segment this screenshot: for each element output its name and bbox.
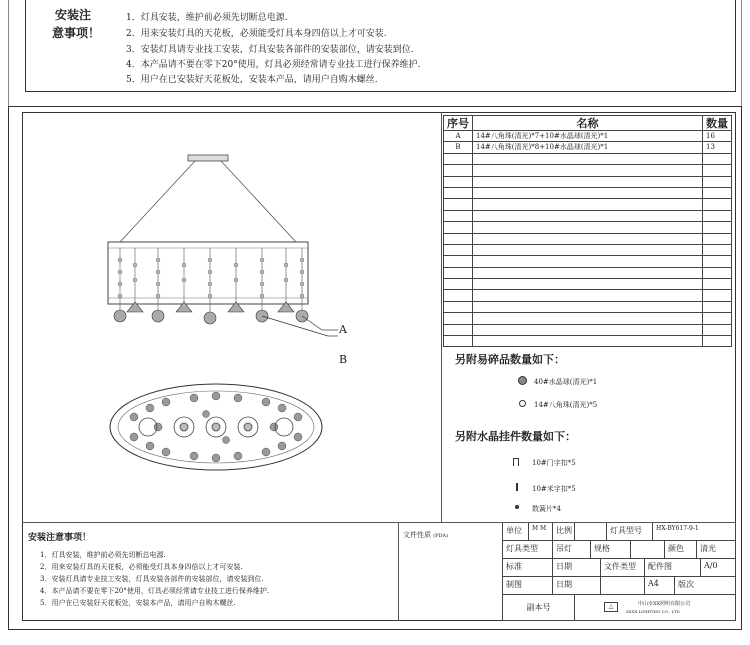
table-row	[444, 256, 732, 267]
row-a-qty: 16	[703, 131, 732, 142]
draw-label: 制图	[503, 577, 553, 595]
table-row	[444, 336, 732, 347]
model-label: 灯具型号	[607, 523, 653, 541]
paper-value: A4	[645, 577, 675, 595]
table-row	[444, 324, 732, 335]
version-value: A/0	[701, 559, 736, 577]
panel-divider	[441, 112, 442, 522]
spec-value	[631, 541, 665, 559]
doc-nature-label	[403, 530, 448, 540]
crystal-ball-icon	[518, 376, 527, 385]
table-row	[444, 176, 732, 187]
bottom-notice-item-4: 4．本产品请不要在零下20°使用，灯具必须经常请专业技工进行保养维护.	[40, 587, 270, 595]
octagon-bead-icon	[519, 400, 526, 407]
type-value: 吊灯	[553, 541, 591, 559]
ratio-value	[575, 523, 607, 541]
company-cell	[575, 595, 736, 621]
hanging-title: 另附水晶挂件数量如下：	[455, 430, 576, 443]
fragile-item-1: 40#水晶球(清光)*1	[534, 378, 598, 386]
file-type-label: 文件类型	[601, 559, 645, 577]
print-label: 副本号	[503, 595, 575, 621]
right-rail	[741, 0, 742, 112]
hanging-item-3: 数簧片*4	[532, 505, 561, 513]
header-no: 序号	[444, 116, 473, 131]
doc-nature-value: (PDA)	[433, 533, 449, 539]
header-qty: 数量	[703, 116, 732, 131]
unit-label: 单位	[503, 523, 529, 541]
callout-a: A	[339, 323, 347, 336]
top-notice-item-2: 2．用来安装灯具的天花板，必须能受灯具本身四倍以上才可安装.	[126, 29, 387, 39]
color-value: 清光	[697, 541, 736, 559]
date-label-2: 日期	[553, 577, 601, 595]
type-label: 灯具类型	[503, 541, 553, 559]
table-row	[444, 233, 732, 244]
model-value: HX-BY617-9-1	[653, 523, 736, 541]
rice-buckle-icon	[516, 483, 518, 491]
top-notice-item-1: 1．灯具安装，维护前必须先切断总电源.	[126, 13, 288, 23]
top-notice-title-2: 意事项！	[52, 26, 101, 40]
spring-plate-icon	[515, 505, 519, 509]
table-row	[444, 142, 732, 153]
hanging-item-1: 10#门字扣*5	[532, 459, 576, 467]
top-notice-item-4: 4．本产品请不要在零下20°使用，灯具必须经常请专业技工进行保养维护.	[126, 60, 421, 70]
color-label: 颜色	[665, 541, 697, 559]
table-row	[444, 131, 732, 142]
company-name-en: ZSXX LIGHTING CO., LTD	[626, 609, 680, 614]
chandelier-elevation-drawing	[100, 150, 360, 380]
callout-b: B	[339, 353, 348, 366]
page-label: 版次	[675, 577, 736, 595]
spec-label: 规格	[591, 541, 631, 559]
table-row	[444, 187, 732, 198]
table-row	[444, 301, 732, 312]
table-row	[444, 165, 732, 176]
left-rail	[8, 0, 9, 112]
row-b-qty: 13	[703, 142, 732, 153]
table-row	[444, 290, 732, 301]
table-row	[444, 244, 732, 255]
hanging-item-2: 10#米字扣*5	[532, 485, 576, 493]
bottom-notice-item-2: 2．用来安装灯具的天花板，必须能受灯具本身四倍以上才可安装.	[40, 563, 243, 571]
top-notice-item-3: 3．安装灯具请专业技工安装，灯具安装各部件的安装部位，请安装到位.	[126, 45, 414, 55]
door-buckle-icon	[513, 458, 519, 466]
fragile-item-2: 14#八角珠(清光)*5	[534, 401, 598, 409]
bottom-notice-item-3: 3．安装灯具请专业技工安装，灯具安装各部件的安装部位，请安装到位.	[40, 575, 264, 583]
row-b-name: 14#八角珠(清光)*8+10#水晶球(清光)*1	[473, 142, 703, 153]
row-a-no: A	[444, 131, 473, 142]
bottom-notice-item-1: 1．灯具安装，维护前必须先切断总电源.	[40, 551, 166, 559]
row-a-name: 14#八角珠(清光)*7+10#水晶球(清光)*1	[473, 131, 703, 142]
table-row	[444, 153, 732, 164]
table-row	[444, 210, 732, 221]
standard-label: 标准	[503, 559, 553, 577]
bottom-notice-item-5: 5．用户在已安装好天花板处，安装本产品，请用户自购木螺丝.	[40, 599, 236, 607]
company-logo-icon: △	[604, 602, 618, 612]
bottom-notice-title: 安装注意事项！	[28, 533, 92, 543]
top-notice-item-5: 5．用户在已安装好天花板处，安装本产品，请用户自购木螺丝.	[126, 75, 378, 85]
table-row	[444, 279, 732, 290]
fragile-title: 另附易碎品数量如下：	[455, 353, 565, 366]
file-type-value: 配件图	[645, 559, 701, 577]
table-row	[444, 199, 732, 210]
row-b-no: B	[444, 142, 473, 153]
header-name: 名称	[473, 116, 703, 131]
company-name: 中山市XX照明有限公司	[638, 601, 691, 607]
table-row	[444, 222, 732, 233]
table-row	[444, 267, 732, 278]
doc-nature-text: 文件性质	[403, 531, 431, 539]
draw-blank	[601, 577, 645, 595]
parts-table-header	[444, 116, 732, 131]
chandelier-plan-drawing	[106, 380, 326, 474]
date-label-1: 日期	[553, 559, 601, 577]
parts-table	[443, 115, 732, 347]
table-row	[444, 313, 732, 324]
top-notice-title-1: 安装注	[55, 8, 92, 22]
ratio-label: 比例	[553, 523, 575, 541]
unit-value: M M	[529, 523, 553, 541]
